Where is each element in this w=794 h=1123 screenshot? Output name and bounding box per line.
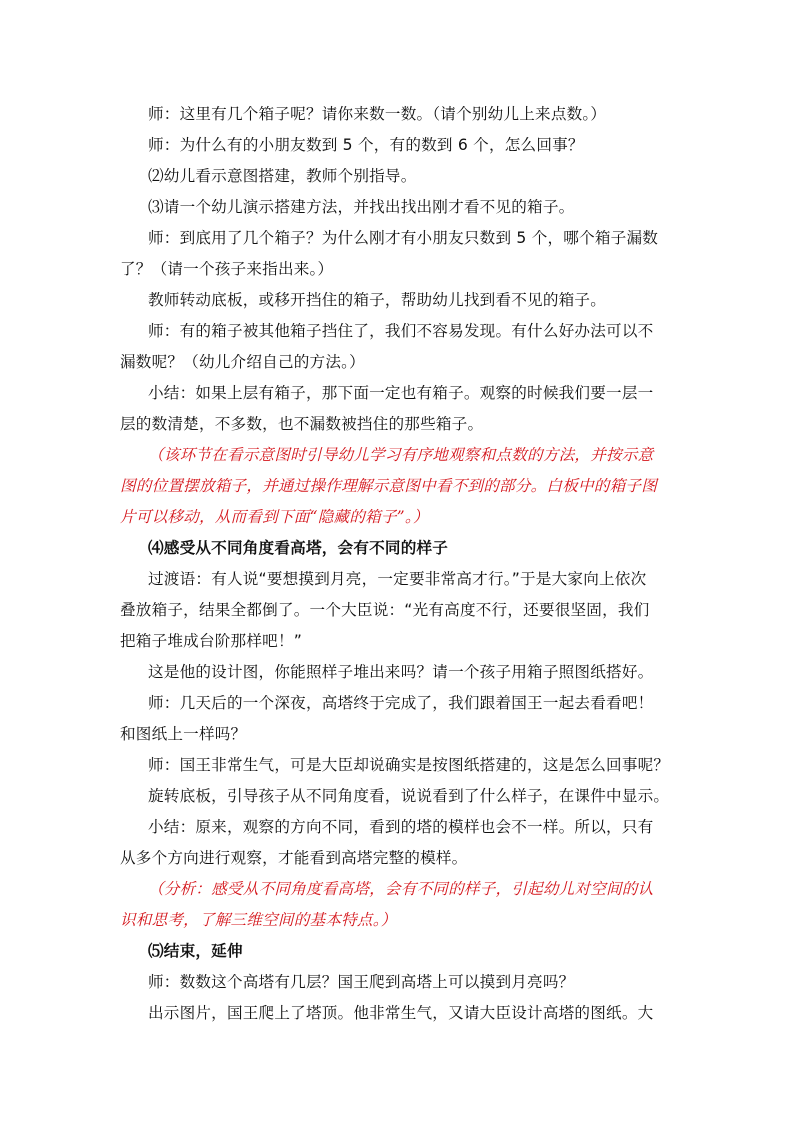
annotation-line: 图的位置摆放箱子，并通过操作理解示意图中看不到的部分。白板中的箱子图 (120, 477, 657, 495)
annotation-line: （分析：感受从不同角度看高塔，会有不同的样子，引起幼儿对空间的认 (148, 880, 654, 898)
text-line: 小结：原来，观察的方向不同，看到的塔的模样也会不一样。所以，只有 (148, 818, 654, 836)
text-line: 师：为什么有的小朋友数到 5 个，有的数到 6 个，怎么回事？ (148, 136, 584, 154)
text-line: ⑶请一个幼儿演示搭建方法，并找出找出刚才看不见的箱子。 (148, 198, 575, 216)
text-line: 师：到底用了几个箱子？为什么刚才有小朋友只数到 5 个，哪个箱子漏数 (148, 229, 659, 247)
text-line: 了？（请一个孩子来指出来。） (120, 260, 334, 278)
text-line: ⑵幼儿看示意图搭建，教师个别指导。 (148, 167, 417, 185)
text-line: 和图纸上一样吗？ (120, 725, 247, 743)
text-line: 旋转底板，引导孩子从不同角度看，说说看到了什么样子，在课件中显示。 (148, 787, 670, 805)
text-line: 叠放箱子，结果全都倒了。一个大臣说：“光有高度不行，还要很坚固，我们 (120, 601, 650, 619)
text-line: 出示图片，国王爬上了塔顶。他非常生气，又请大臣设计高塔的图纸。大 (148, 1004, 654, 1022)
annotation-line: 识和思考，了解三维空间的基本特点。） (120, 911, 397, 929)
text-line: 师：这里有几个箱子呢？请你来数一数。（请个别幼儿上来点数。） (148, 105, 607, 123)
annotation-line: （该环节在看示意图时引导幼儿学习有序地观察和点数的方法，并按示意 (148, 446, 654, 464)
text-line: 从多个方向进行观察，才能看到高塔完整的模样。 (120, 849, 468, 867)
text-line: 师：国王非常生气，可是大臣却说确实是按图纸搭建的，这是怎么回事呢？ (148, 756, 670, 774)
text-line: 师：数数这个高塔有几层？国王爬到高塔上可以摸到月亮吗？ (148, 973, 575, 991)
section-heading: ⑸结束，延伸 (148, 942, 243, 960)
text-line: 师：有的箱子被其他箱子挡住了，我们不容易发现。有什么好办法可以不 (148, 322, 654, 340)
text-line: 教师转动底板，或移开挡住的箱子，帮助幼儿找到看不见的箱子。 (148, 291, 607, 309)
annotation-line: 片可以移动，从而看到下面“隐藏的箱子”。） (120, 508, 429, 526)
text-line: 把箱子堆成台阶那样吧！” (120, 632, 303, 650)
text-line: 漏数呢？（幼儿介绍自己的方法。） (120, 353, 365, 371)
text-line: 层的数清楚，不多数，也不漏数被挡住的那些箱子。 (120, 415, 484, 433)
text-line: 师：几天后的一个深夜，高塔终于完成了，我们跟着国王一起去看看吧！ (148, 694, 654, 712)
text-line: 这是他的设计图，你能照样子堆出来吗？请一个孩子用箱子照图纸搭好。 (148, 663, 654, 681)
text-line: 过渡语：有人说“要想摸到月亮，一定要非常高才行。”于是大家向上依次 (148, 570, 647, 588)
text-line: 小结：如果上层有箱子，那下面一定也有箱子。观察的时候我们要一层一 (148, 384, 654, 402)
section-heading: ⑷感受从不同角度看高塔，会有不同的样子 (148, 539, 449, 557)
